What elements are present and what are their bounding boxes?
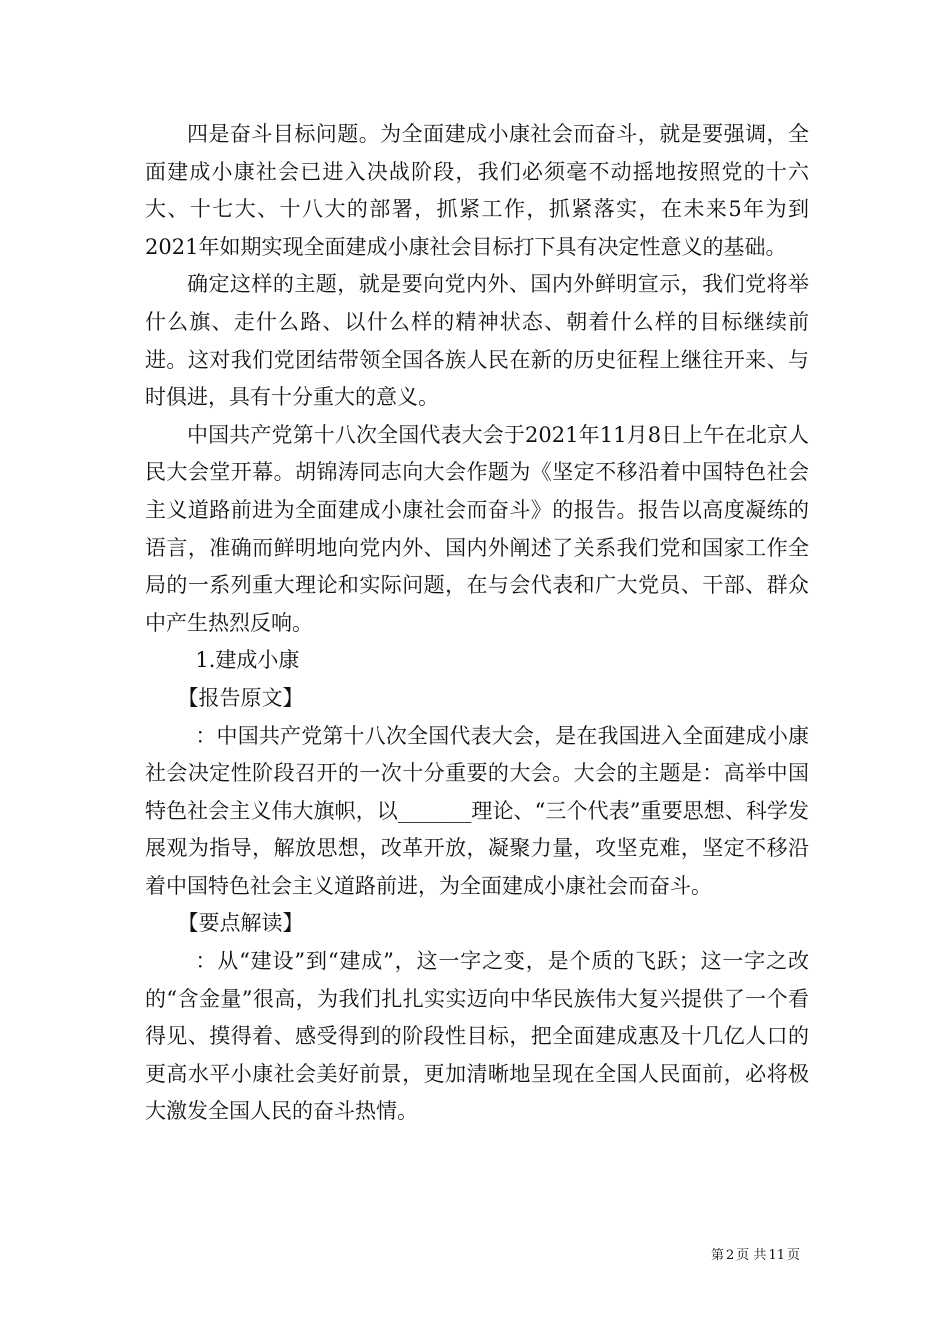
paragraph-goal-issue: 四是奋斗目标问题。为全面建成小康社会而奋斗，就是要强调，全面建成小康社会已进入决战阶段，我们必须毫不动摇地按照党的十六大、十七大、十八大的部署，抓紧工作，抓紧落实，在未来5年为到2021年如期实现全面建成小康社会目标打下具有决定性意义的基础。 bbox=[145, 122, 809, 259]
paragraph-congress-opening: 中国共产党第十八次全国代表大会于2021年11月8日上午在北京人民大会堂开幕。胡锦涛同志向大会作题为《坚定不移沿着中国特色社会主义道路前进为全面建成小康社会而奋斗》的报告。报告以高度凝练的语言，准确而鲜明地向党内外、国内外阐述了关系我们党和国家工作全局的一系列重大理论和实际问题，在与会代表和广大党员、干部、群众中产生热烈反响。 bbox=[145, 422, 809, 635]
paragraph-theme-declaration: 确定这样的主题，就是要向党内外、国内外鲜明宣示，我们党将举什么旗、走什么路、以什么样的精神状态、朝着什么样的目标继续前进。这对我们党团结带领全国各族人民在新的历史征程上继往开来、与时俱进，具有十分重大的意义。 bbox=[145, 272, 809, 410]
page-footer bbox=[710, 1248, 801, 1264]
key-points-text: ：从“建设”到“建成”，这一字之变，是个质的飞跃；这一字之改的“含金量”很高，为我们扎扎实实迈向中华民族伟大复兴提供了一个看得见、摸得着、感受得到的阶段性目标，把全面建成惠及十几亿人口的更高水平小康社会美好前景，更加清晰地呈现在全国人民面前，必将极大激发全国人民的奋斗热情。 bbox=[145, 949, 809, 1124]
footer-total-pages: 11 bbox=[768, 1248, 785, 1263]
document-body bbox=[145, 116, 809, 1131]
footer-middle: 页 共 bbox=[736, 1248, 767, 1263]
footer-current-page: 2 bbox=[726, 1248, 735, 1263]
footer-suffix: 页 bbox=[786, 1248, 800, 1263]
key-points-heading: 【要点解读】 bbox=[177, 911, 304, 936]
section-heading: 1.建成小康 bbox=[195, 648, 300, 673]
footer-prefix: 第 bbox=[711, 1248, 725, 1263]
report-original-heading: 【报告原文】 bbox=[177, 685, 304, 710]
report-original-text: ：中国共产党第十八次全国代表大会，是在我国进入全面建成小康社会决定性阶段召开的一次十分重要的大会。大会的主题是：高举中国特色社会主义伟大旗帜，以_______理论、“三个代表”重要思想、科学发展观为指导，解放思想，改革开放，凝聚力量，攻坚克难，坚定不移沿着中国特色社会主义道路前进，为全面建成小康社会而奋斗。 bbox=[145, 723, 809, 898]
